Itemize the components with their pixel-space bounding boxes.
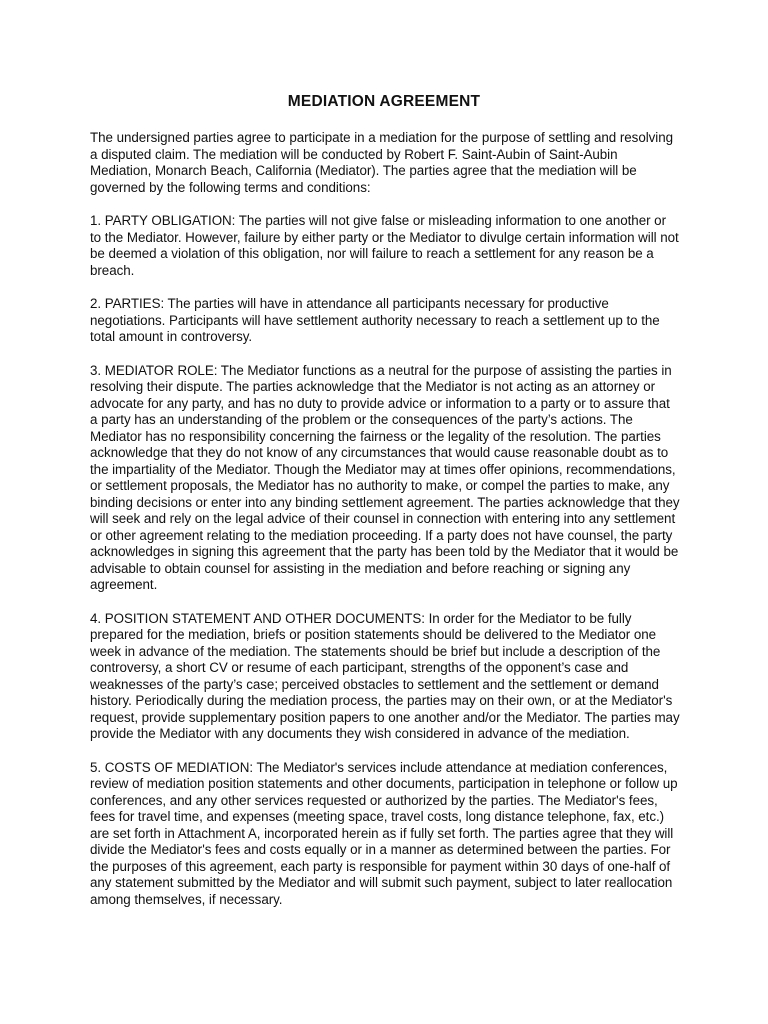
section-mediator-role: 3. MEDIATOR ROLE: The Mediator functions as a neutral for the purpose of assisting the parties in resolving their dispute. The parties acknowledge that the Mediator is not acting as an attorney or advocate for any party, and has no duty to provide advice or information to a party or to assure that a party has an understanding of the problem or the consequences of the party’s actions. The Mediator has no responsibility concerning the fairness or the legality of the resolution. The parties acknowledge that they do not know of any circumstances that would cause reasonable doubt as to the impartiality of the Mediator. Though the Mediator may at times offer opinions, recommendations, or settlement proposals, the Mediator has no authority to make, or compel the parties to make, any binding decisions or enter into any binding settlement agreement. The parties acknowledge that they will seek and rely on the legal advice of their counsel in connection with entering into any settlement or other agreement relating to the mediation proceeding. If a party does not have counsel, the party acknowledges in signing this agreement that the party has been told by the Mediator that it would be advisable to obtain counsel for assisting in the mediation and before reaching or signing any agreement. bbox=[90, 362, 680, 592]
section-costs-of-mediation: 5. COSTS OF MEDIATION: The Mediator's services include attendance at mediation conferences, review of mediation position statements and other documents, participation in telephone or follow up conferences, and any other services requested or authorized by the parties. The Mediator's fees, fees for travel time, and expenses (meeting space, travel costs, long distance telephone, fax, etc.) are set forth in Attachment A, incorporated herein as if fully set forth. The parties agree that they will divide the Mediator's fees and costs equally or in a manner as determined between the parties. For the purposes of this agreement, each party is responsible for payment within 30 days of one-half of any statement submitted by the Mediator and will submit such payment, subject to later reallocation among themselves, if necessary. bbox=[90, 759, 678, 907]
document-title: MEDIATION AGREEMENT bbox=[287, 93, 481, 110]
document-body bbox=[90, 130, 680, 925]
intro-paragraph: The undersigned parties agree to participate in a mediation for the purpose of settling and resolving a disputed claim. The mediation will be conducted by Robert F. Saint-Aubin of Saint-Aubin Mediation, Monarch Beach, California (Mediator). The parties agree that the mediation will be governed by the following terms and conditions: bbox=[90, 130, 674, 195]
section-parties: 2. PARTIES: The parties will have in attendance all participants necessary for productive negotiations. Participants will have settlement authority necessary to reach a settlement up to the total amount in controversy. bbox=[90, 296, 660, 344]
section-party-obligation: 1. PARTY OBLIGATION: The parties will not give false or misleading information to one another or to the Mediator. However, failure by either party or the Mediator to divulge certain information will not be deemed a violation of this obligation, nor will failure to reach a settlement for any reason be a breach. bbox=[90, 213, 679, 278]
section-position-statement: 4. POSITION STATEMENT AND OTHER DOCUMENTS: In order for the Mediator to be fully prepared for the mediation, briefs or position statements should be delivered to the Mediator one week in advance of the mediation. The statements should be brief but include a description of the controversy, a short CV or resume of each participant, strengths of the opponent’s case and weaknesses of the party’s case; perceived obstacles to settlement and the settlement or demand history. Periodically during the mediation process, the parties may on their own, or at the Mediator's request, provide supplementary position papers to one another and/or the Mediator. The parties may provide the Mediator with any documents they wish considered in advance of the mediation. bbox=[90, 610, 680, 741]
